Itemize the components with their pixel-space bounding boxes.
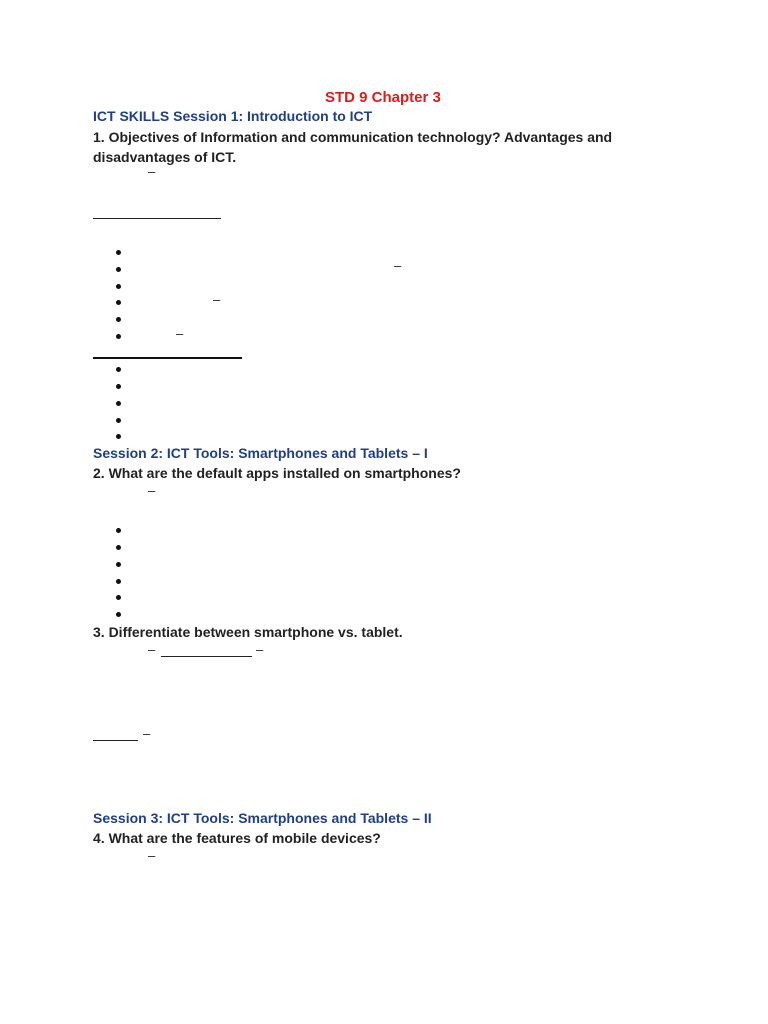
list-bullet [116, 284, 121, 289]
list-bullet [116, 317, 121, 322]
underline-rule [93, 218, 221, 219]
list-bullet [116, 612, 121, 617]
dash: – [256, 642, 264, 657]
dash: – [213, 292, 221, 307]
dash: – [394, 258, 402, 273]
list-bullet [116, 300, 121, 305]
underline-rule [93, 357, 242, 359]
underline-rule [161, 656, 252, 657]
dash: – [148, 164, 156, 179]
underline-rule [93, 740, 138, 741]
dash: – [176, 326, 184, 341]
dash: – [143, 726, 151, 741]
session-1-heading: ICT SKILLS Session 1: Introduction to ICT [93, 108, 373, 124]
question-2: 2. What are the default apps installed on smartphones? [93, 465, 461, 481]
list-bullet [116, 250, 121, 255]
list-bullet [116, 401, 121, 406]
session-2-heading: Session 2: ICT Tools: Smartphones and Tablets – I [93, 445, 428, 461]
dash: – [148, 483, 156, 498]
list-bullet [116, 545, 121, 550]
list-bullet [116, 579, 121, 584]
question-1: 1. Objectives of Information and communication technology? Advantages and [93, 129, 613, 145]
session-3-heading: Session 3: ICT Tools: Smartphones and Tablets – II [93, 810, 432, 826]
dash: – [148, 848, 156, 863]
question-1-continued: disadvantages of ICT. [93, 149, 237, 165]
list-bullet [116, 334, 121, 339]
list-bullet [116, 267, 121, 272]
list-bullet [116, 528, 121, 533]
question-3: 3. Differentiate between smartphone vs. tablet. [93, 624, 403, 640]
list-bullet [116, 418, 121, 423]
list-bullet [116, 434, 121, 439]
list-bullet [116, 367, 121, 372]
list-bullet [116, 384, 121, 389]
page-title: STD 9 Chapter 3 [325, 89, 441, 106]
list-bullet [116, 562, 121, 567]
list-bullet [116, 595, 121, 600]
dash: – [148, 642, 156, 657]
question-4: 4. What are the features of mobile devices? [93, 830, 381, 846]
